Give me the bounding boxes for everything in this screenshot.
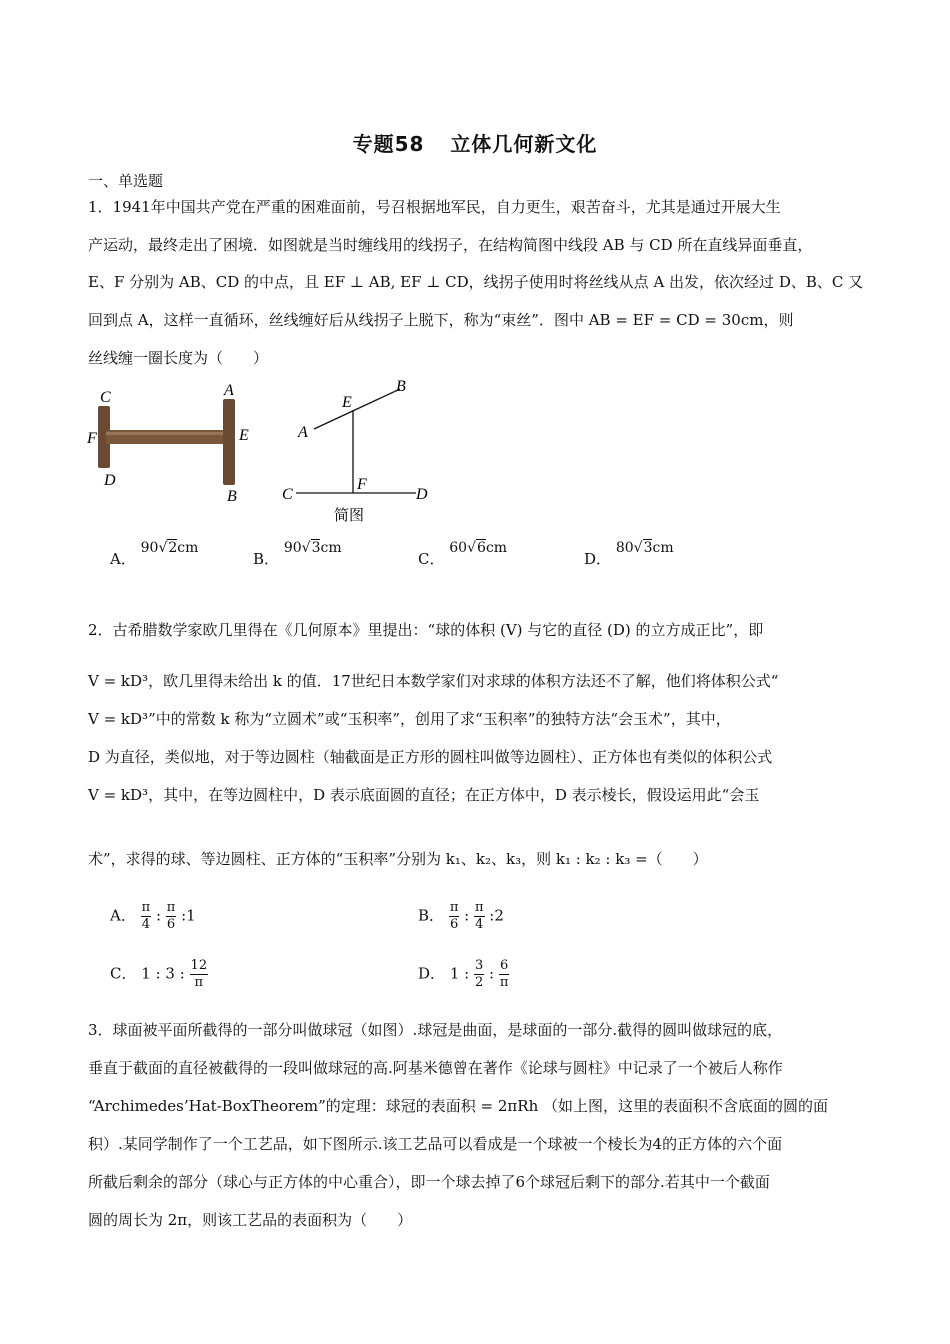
q2-line: 2．古希腊数学家欧几里得在《几何原本》里提出：“球的体积 (V) 与它的直径 (D) 的立方成正比”，即	[88, 621, 764, 639]
q2-option-d[interactable]: D． 1 : $\frac{3}{2}$ : $\frac{6}{\pi}$	[418, 958, 509, 990]
diagram-label-a: A	[298, 424, 308, 441]
photo-label-d: D	[104, 472, 116, 489]
option-letter: C．	[110, 964, 137, 983]
option-letter: D．	[418, 964, 446, 983]
denominator: 4	[141, 917, 151, 932]
option-radicand: 3	[311, 540, 321, 556]
title-number: 专题58	[352, 132, 425, 156]
numerator: 6	[499, 958, 509, 973]
option-coef: 90	[283, 540, 302, 556]
option-unit: cm	[177, 540, 199, 556]
fraction	[474, 958, 484, 991]
denominator: π	[194, 975, 204, 990]
q1-line: 1．1941年中国共产党在严重的困难面前，号召根据地军民，自力更生，艰苦奋斗，尤其是通过开展大生	[88, 198, 781, 216]
option-unit: cm	[485, 540, 508, 556]
q2-line: D 为直径，类似地，对于等边圆柱（轴截面是正方形的圆柱叫做等边圆柱）、正方体也有类似的体积公式	[88, 748, 773, 766]
winder-right-bar	[223, 399, 235, 485]
diagram-caption: 简图	[334, 506, 365, 524]
q3-line: 所截后剩余的部分（球心与正方体的中心重合），即一个球去掉了6个球冠后剩下的部分.若其中一个截面	[88, 1173, 770, 1191]
denominator: 6	[449, 917, 459, 932]
option-unit: cm	[652, 540, 674, 556]
q2-option-a[interactable]: A． $\frac{\pi}{4}$ : $\frac{\pi}{6}$ :1	[110, 900, 196, 932]
q3-line: 积）.某同学制作了一个工艺品，如下图所示.该工艺品可以看成是一个球被一个棱长为4的正方体的六个面	[88, 1135, 783, 1153]
q1-option-d[interactable]: D． 80√3cm	[584, 540, 674, 568]
winder-crossbar-highlight	[106, 432, 228, 435]
photo-label-c: C	[100, 389, 111, 406]
option-letter: C．	[418, 550, 445, 568]
q3-line: 垂直于截面的直径被截得的一段叫做球冠的高.阿基米德曾在著作《论球与圆柱》中记录了一个被后人称作	[88, 1059, 783, 1077]
diagram-label-c: C	[282, 486, 293, 503]
ratio-head: 1 : 3 :	[141, 964, 185, 983]
q3-line: 圆的周长为 2π，则该工艺品的表面积为（ ）	[88, 1211, 413, 1229]
diagram-label-d: D	[416, 486, 428, 503]
q1-option-a[interactable]: A． 90√2cm	[110, 540, 199, 568]
schematic-diagram	[278, 376, 438, 531]
photo-label-b: B	[227, 488, 237, 505]
diagram-label-b: B	[396, 378, 406, 395]
denominator: 4	[475, 917, 484, 932]
segment-ab	[314, 389, 400, 429]
option-letter: B．	[253, 550, 280, 568]
q3-line: 3．球面被平面所截得的一部分叫做球冠（如图）.球冠是曲面，是球面的一部分.截得的圆叫做球冠的底，	[88, 1021, 783, 1039]
photo-label-f: F	[87, 430, 97, 447]
q1-option-c[interactable]: C． 60√6cm	[418, 540, 508, 568]
ratio-term: 2	[494, 906, 504, 925]
numerator: π	[166, 900, 176, 915]
q1-option-b[interactable]: B． 90√3cm	[253, 540, 342, 568]
option-letter: B．	[418, 906, 445, 925]
q2-line: V = kD³”中的常数 k 称为“立圆术”或“玉积率”，创用了求“玉积率”的独特方法“会玉术”，其中，	[88, 710, 731, 728]
fraction	[141, 900, 152, 933]
diagram-label-e: E	[342, 394, 352, 411]
fraction	[166, 900, 177, 933]
ratio-term: 1	[186, 906, 196, 925]
diagram-label-f: F	[357, 476, 367, 493]
page-title	[0, 128, 950, 157]
numerator: 12	[190, 958, 208, 973]
q1-line: 回到点 A，这样一直循环，丝线缠好后从线拐子上脱下，称为“束丝”．图中 AB = EF = CD = 30cm，则	[88, 311, 794, 329]
q2-option-b[interactable]: B． $\frac{\pi}{6}$ : $\frac{\pi}{4}$ :2	[418, 900, 504, 932]
section-heading: 一、单选题	[88, 172, 164, 190]
option-radicand: 6	[477, 540, 486, 556]
fraction	[449, 900, 460, 933]
option-letter: A．	[110, 906, 136, 925]
photo-label-e: E	[239, 427, 249, 444]
numerator: 3	[474, 958, 484, 973]
title-text: 立体几何新文化	[450, 132, 598, 156]
option-radicand: 3	[643, 540, 653, 556]
q3-line: “Archimedes’Hat-BoxTheorem”的定理：球冠的表面积 = 2πRh （如上图，这里的表面积不含底面的圆的面	[88, 1097, 829, 1115]
fraction	[190, 958, 209, 991]
numerator: π	[449, 900, 459, 915]
q1-line: 丝线缠一圈长度为（ ）	[88, 349, 269, 367]
fraction	[474, 900, 485, 933]
denominator: π	[499, 975, 509, 990]
option-letter: A．	[110, 550, 136, 568]
numerator: π	[474, 900, 484, 915]
q2-line: V = kD³，欧几里得未给出 k 的值．17世纪日本数学家们对求球的体积方法还不了解，他们将体积公式“	[88, 672, 779, 690]
denominator: 2	[474, 975, 484, 990]
q2-option-c[interactable]	[110, 958, 208, 991]
option-unit: cm	[320, 540, 342, 556]
option-coef: 80	[615, 540, 634, 556]
numerator: π	[141, 900, 151, 915]
q2-line: 术”，求得的球、等边圆柱、正方体的“玉积率”分别为 k₁、k₂、k₃，则 k₁ : k₂ : k₃ =（ ）	[88, 850, 708, 868]
thread-winder-photo	[84, 382, 264, 508]
option-coef: 60	[449, 540, 468, 556]
option-coef: 90	[140, 540, 159, 556]
q1-line: 产运动，最终走出了困境．如图就是当时缠线用的线拐子，在结构简图中线段 AB 与 CD 所在直线异面垂直，	[88, 236, 813, 254]
option-letter: D．	[584, 550, 612, 568]
ratio-head: 1 :	[449, 964, 470, 983]
q1-line: E、F 分别为 AB、CD 的中点，且 EF ⊥ AB, EF ⊥ CD，线拐子使用时将丝线从点 A 出发，依次经过 D、B、C 又	[88, 273, 864, 291]
option-radicand: 2	[168, 540, 178, 556]
fraction	[499, 958, 510, 991]
q2-line: V = kD³，其中，在等边圆柱中，D 表示底面圆的直径；在正方体中，D 表示棱长，假设运用此“会玉	[88, 786, 760, 804]
denominator: 6	[166, 917, 176, 932]
photo-label-a: A	[224, 382, 234, 399]
